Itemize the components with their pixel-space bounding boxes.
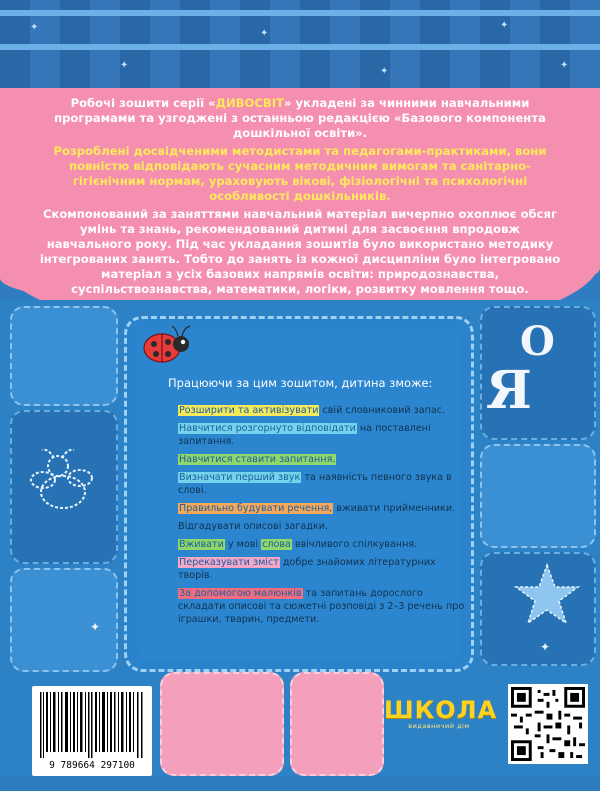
star-outline-icon — [512, 560, 582, 630]
series-brand: ДИВОСВІТ — [215, 96, 284, 110]
skills-list — [178, 404, 468, 631]
ladybug-icon — [134, 322, 194, 366]
top-decor-band — [0, 0, 600, 92]
publisher-logo — [384, 696, 498, 756]
list-item: Розширити та активізувати свій словниковий запас. — [179, 405, 446, 416]
decor-tile — [480, 444, 596, 548]
decor-tile — [160, 672, 284, 776]
bee-outline-icon — [18, 440, 108, 530]
decor-tile — [290, 672, 384, 776]
isbn-number: 9 789664 297100 — [49, 760, 135, 771]
star-icon: ✦ — [30, 22, 39, 33]
barcode — [32, 686, 152, 776]
panel-title: Працюючи за цим зошитом, дитина зможе: — [168, 376, 433, 390]
list-item: Переказувати зміст добре знайомих літературних творів. — [178, 557, 436, 581]
list-item: Визначати перший звук та наявність певного звука в слові. — [178, 472, 452, 496]
intro-paragraph-3: Скомпонований за заняттями навчальний матеріал вичерпно охоплює обсяг умінь та знань, рекомендований дитині для засвоєння впродовж навчального року. Під час укладання зошитів було використано методику інтегрованих занять. Тобто до занять із кожної дисципліни було інтегровано матеріал з усіх базових напрямів освіти: природознавства, суспільствознавства, математики, логіки, розвитку мовлення тощо. — [39, 207, 561, 296]
star-icon: ✦ — [540, 640, 551, 654]
qr-code-icon — [511, 687, 585, 761]
list-item: Навчитися ставити запитання. — [179, 454, 336, 465]
decor-tile — [10, 306, 118, 406]
star-icon: ✦ — [500, 20, 509, 31]
decor-tile — [10, 568, 118, 672]
list-item: За допомогою малюнків та запитань дорослого складати описові та сюжетні розповіді з 2–3 речень про іграшки, тварин, предмети. — [178, 588, 465, 625]
intro-paragraph-2: Розроблені досвідченими методистами та педагогами-практиками, вони повністю відповідають сучасним методичним вимогам та санітарно-гігієнічним нормам, ураховують вікові, фізіологічні та психологічні особливості дошкільників. — [53, 144, 547, 203]
decor-stripe — [0, 44, 600, 50]
intro-paragraph-1: Робочі зошити серії «ДИВОСВІТ» укладені за чинними навчальними програмами та узгоджені з останньою редакцією «Базового компонента дошкільної освіти». — [54, 96, 546, 140]
barcode-bars — [38, 692, 146, 758]
star-icon: ✦ — [120, 60, 129, 71]
publisher-subtitle: видавничий дім — [408, 722, 470, 730]
list-item: Вживати у мові слова ввічливого спілкування. — [179, 539, 418, 550]
star-icon: ✦ — [560, 60, 569, 71]
star-icon: ✦ — [380, 66, 389, 77]
decor-letter: О — [520, 318, 555, 365]
list-item: Відгадувати описові загадки. — [178, 521, 329, 532]
publisher-name: ШКОЛА — [384, 696, 498, 724]
qr-code — [508, 684, 588, 764]
bottom-strip — [0, 776, 600, 791]
decor-letter: Я — [486, 360, 532, 421]
list-item: Правильно будувати речення, вживати прийменники. — [179, 503, 456, 514]
decor-stripe — [0, 10, 600, 16]
list-item: Навчитися розгорнуто відповідати на поставлені запитання. — [178, 423, 431, 447]
star-icon: ✦ — [260, 28, 269, 39]
star-icon: ✦ — [90, 620, 101, 634]
